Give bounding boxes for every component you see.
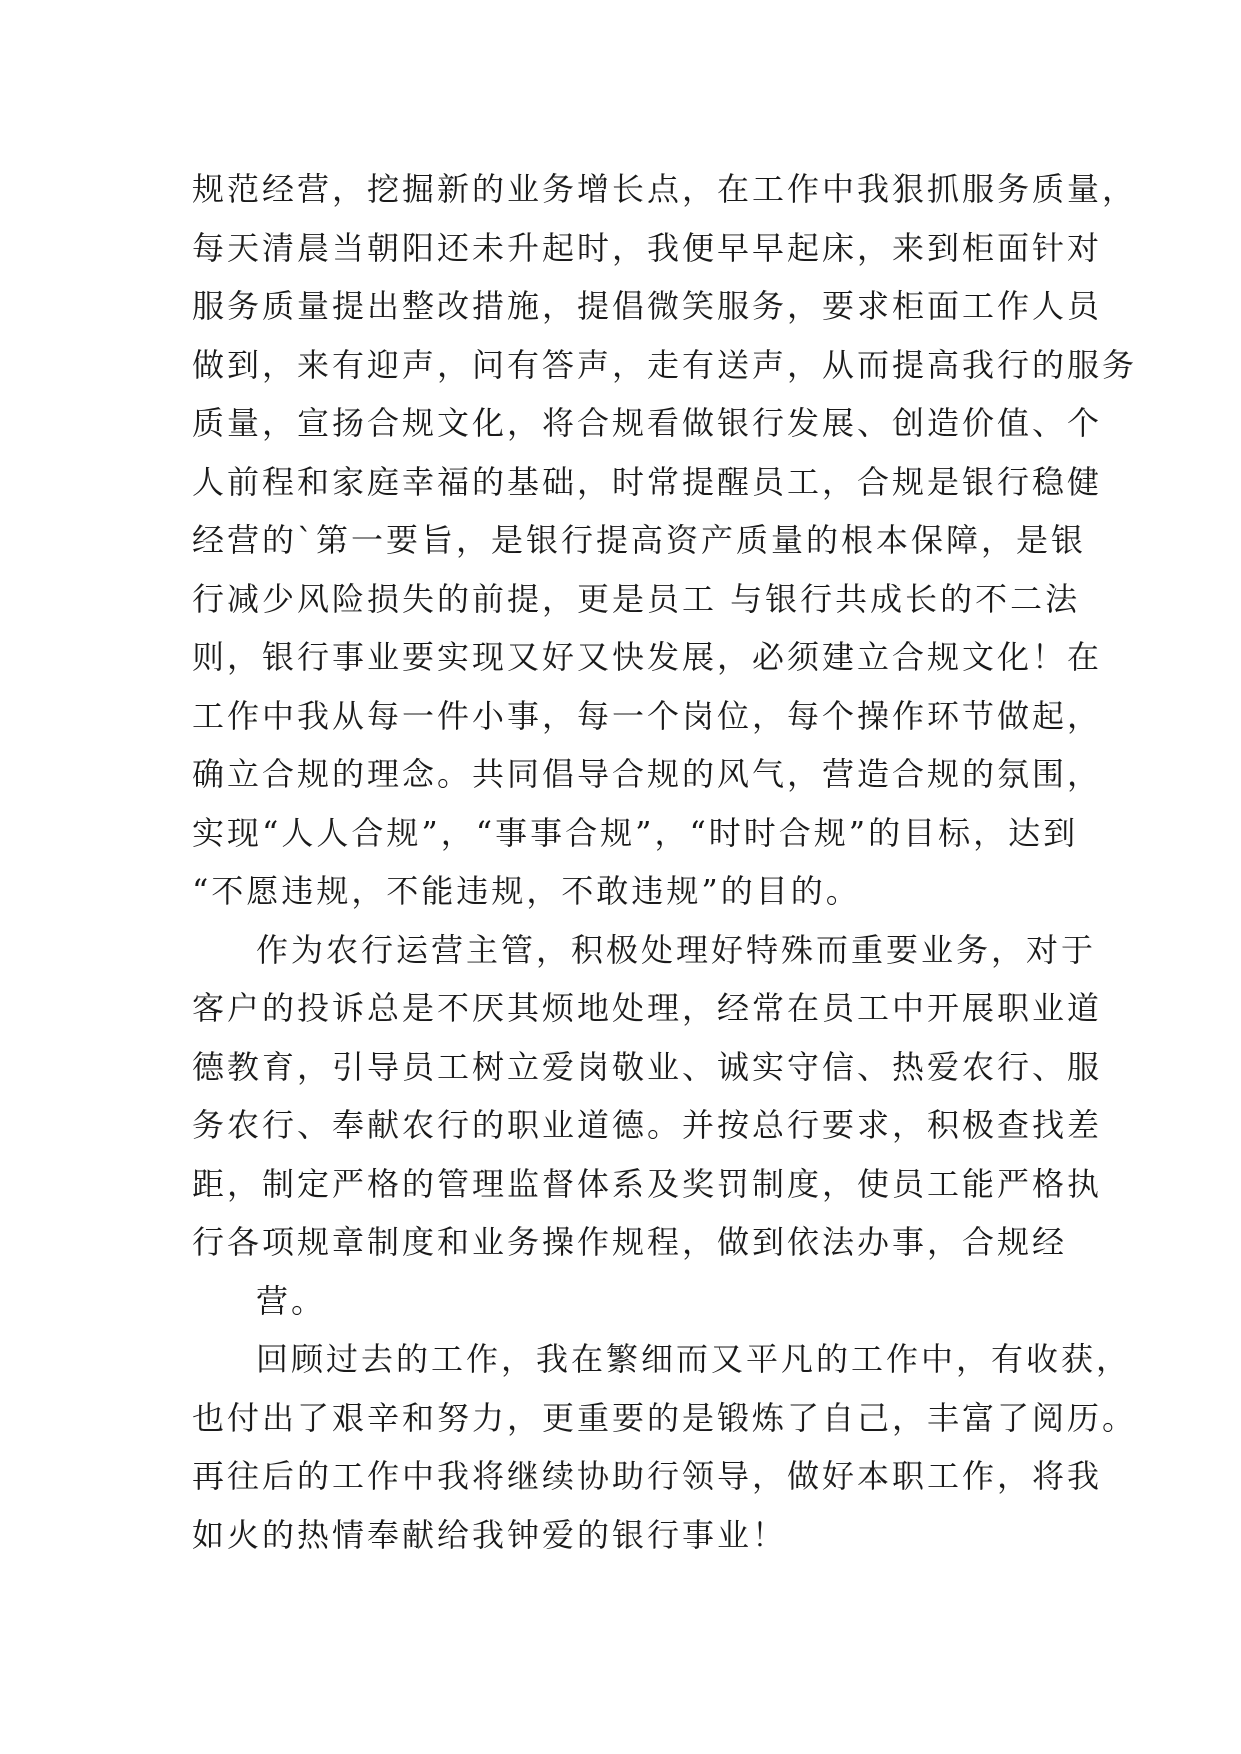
- text-line: 服务质量提出整改措施，提倡微笑服务，要求柜面工作人员: [192, 287, 1103, 325]
- text-line: 每天清晨当朝阳还未升起时，我便早早起床，来到柜面针对: [192, 228, 1103, 267]
- paragraph-start-line: 回顾过去的工作，我在繁细而又平凡的工作中，有收获，: [256, 1340, 1132, 1378]
- text-line: 距，制定严格的管理监督体系及奖罚制度，使员工能严格执: [192, 1164, 1103, 1203]
- text-line: 也付出了艰辛和努力，更重要的是锻炼了自己，丰富了阅历。: [192, 1398, 1138, 1437]
- text-line: 务农行、奉献农行的职业道德。并按总行要求，积极查找差: [192, 1106, 1103, 1144]
- text-line: 再往后的工作中我将继续协助行领导，做好本职工作，将我: [192, 1457, 1103, 1495]
- text-line: 如火的热情奉献给我钟爱的银行事业！: [192, 1515, 788, 1554]
- text-line: 行减少风险损失的前提，更是员工 与银行共成长的不二法: [192, 579, 1081, 618]
- text-line: 规范经营，挖掘新的业务增长点，在工作中我狠抓服务质量，: [192, 170, 1138, 208]
- text-line: 质量，宣扬合规文化，将合规看做银行发展、创造价值、个: [192, 404, 1103, 442]
- text-line: 行各项规章制度和业务操作规程，做到依法办事，合规经: [192, 1223, 1068, 1261]
- text-line: 客户的投诉总是不厌其烦地处理，经常在员工中开展职业道: [192, 989, 1103, 1027]
- text-line: 工作中我从每一件小事，每一个岗位，每个操作环节做起，: [192, 696, 1103, 735]
- text-line: “不愿违规，不能违规，不敢违规”的目的。: [192, 872, 861, 910]
- body-text: [192, 160, 1138, 1564]
- text-line: 营。: [256, 1281, 327, 1320]
- text-line: 做到，来有迎声，问有答声，走有送声，从而提高我行的服务: [192, 345, 1138, 384]
- paragraph-start-line: 作为农行运营主管，积极处理好特殊而重要业务，对于: [256, 930, 1097, 969]
- text-line: 则，银行事业要实现又好又快发展，必须建立合规文化！在: [192, 638, 1103, 676]
- text-line: 德教育，引导员工树立爱岗敬业、诚实守信、热爱农行、服: [192, 1047, 1103, 1086]
- text-line: 实现“人人合规”，“事事合规”，“时时合规”的目标，达到: [192, 813, 1079, 852]
- text-line: 确立合规的理念。共同倡导合规的风气，营造合规的氛围，: [192, 755, 1103, 793]
- text-line: 经营的`第一要旨，是银行提高资产质量的根本保障，是银: [192, 521, 1087, 559]
- text-line: 人前程和家庭幸福的基础，时常提醒员工，合规是银行稳健: [192, 462, 1103, 501]
